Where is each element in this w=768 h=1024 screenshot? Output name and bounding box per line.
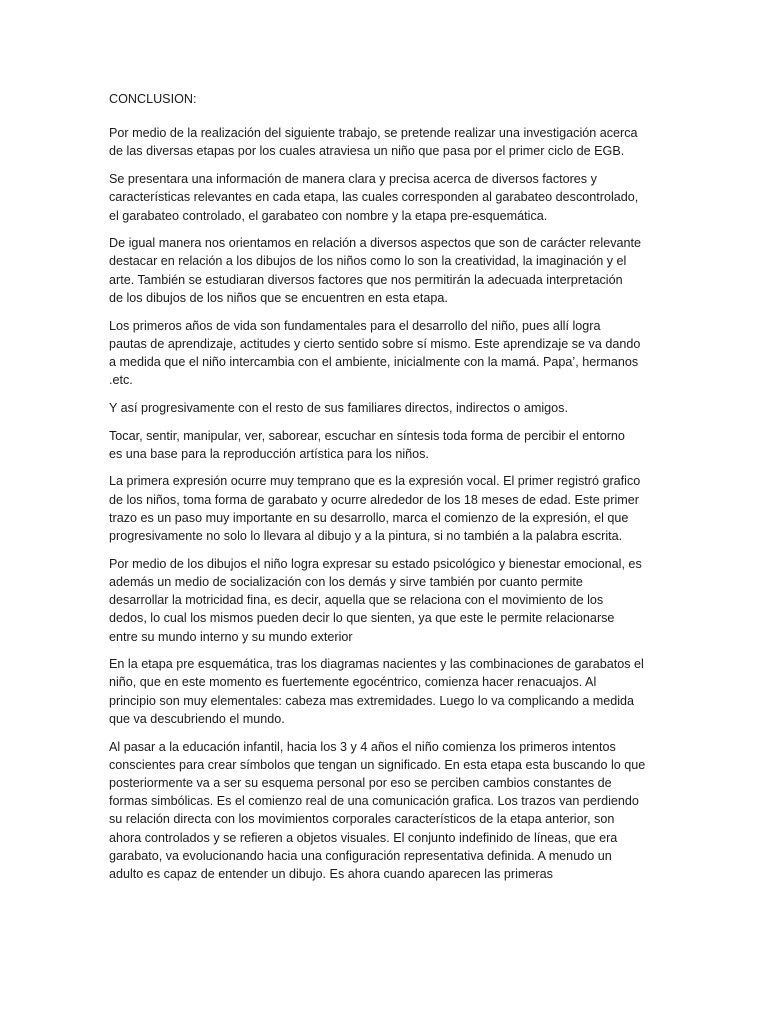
paragraph-8: Por medio de los dibujos el niño logra expresar su estado psicológico y bienestar emocional, es además un medio de socialización con los demás y sirve también por cuanto permite desarrollar la motricidad fina, es decir, aquella que se relaciona con el movimiento de los dedos, lo cual los mismos pueden decir lo que sienten, ya que este le permite relacionarse entre su mundo interno y su mundo exterior [109,556,642,644]
paragraph-4: Los primeros años de vida son fundamentales para el desarrollo del niño, pues allí logra pautas de aprendizaje, actitudes y cierto sentido sobre sí mismo. Este aprendizaje se va dando a medida que el niño intercambia con el ambiente, inicialmente con la mamá. Papa’, hermanos .etc. [109,318,641,388]
paragraph-7: La primera expresión ocurre muy temprano que es la expresión vocal. El primer registró grafico de los niños, toma forma de garabato y ocurre alrededor de los 18 meses de edad. Este primer trazo es un paso muy importante en su desarrollo, marca el comienzo de la expresión, el que progresivamente no solo lo llevara al dibujo y a la pintura, si no también a la palabra escrita. [109,474,641,544]
paragraph-9: En la etapa pre esquemática, tras los diagramas nacientes y las combinaciones de garabatos el niño, que en este momento es fuertemente egocéntrico, comienza hacer renacuajos. Al principio son muy elementales: cabeza mas extremidades. Luego lo va complicando a medida que va descubriendo el mundo. [109,657,644,726]
paragraph-5: Y así progresivamente con el resto de sus familiares directos, indirectos o amigos. [109,400,568,415]
document-heading: CONCLUSION: [109,92,197,106]
paragraph-2: Se presentara una información de manera clara y precisa acerca de diversos factores y características relevantes en cada etapa, las cuales corresponden al garabateo descontrolado, el garabateo controlado, el garabateo con nombre y la etapa pre-esquemática. [109,172,639,223]
paragraph-1: Por medio de la realización del siguiente trabajo, se pretende realizar una investigación acerca de las diversas etapas por los cuales atraviesa un niño que pasa por el primer ciclo de EGB. [109,126,638,159]
document-body [109,90,669,893]
paragraph-10: Al pasar a la educación infantil, hacia los 3 y 4 años el niño comienza los primeros intentos conscientes para crear símbolos que tengan un significado. En esta etapa esta buscando lo que posteriormente va a ser su esquema personal por eso se perciben cambios constantes de formas simbólicas. Es el comienzo real de una comunicación grafica. Los trazos van perdiendo su relación directa con los movimientos corporales característicos de la etapa anterior, son ahora controlados y se refieren a objetos visuales. El conjunto indefinido de líneas, que era garabato, va evolucionando hacia una configuración representativa definida. A menudo un adulto es capaz de entender un dibujo. Es ahora cuando aparecen las primeras [109,739,646,882]
paragraph-3: De igual manera nos orientamos en relación a diversos aspectos que son de carácter relevante destacar en relación a los dibujos de los niños como lo son la creatividad, la imaginación y el arte. También se estudiaran diversos factores que nos permitirán la adecuada interpretación de los dibujos de los niños que se encuentren en esta etapa. [109,236,642,305]
paragraph-6: Tocar, sentir, manipular, ver, saborear, escuchar en síntesis toda forma de percibir el entorno es una base para la reproducción artística para los niños. [109,428,625,461]
